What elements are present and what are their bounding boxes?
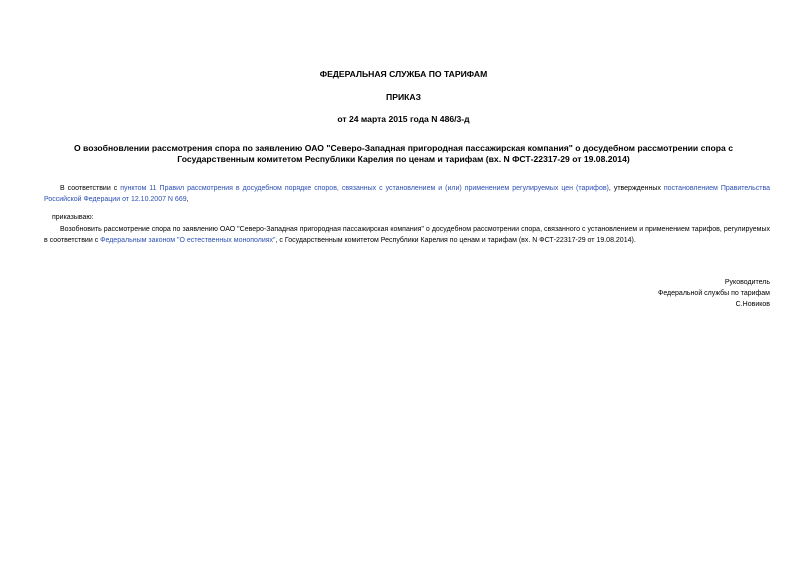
link-government-decree[interactable]: постановлением Правительства Российской Федерации от 12.10.2007 N 669 [44, 185, 771, 203]
signature-organization: Федеральной службы по тарифам [658, 290, 770, 297]
link-natural-monopolies-law[interactable]: Федеральным законом "О естественных монополиях" [100, 237, 276, 244]
document-type: ПРИКАЗ [386, 92, 421, 102]
agency-title: ФЕДЕРАЛЬНАЯ СЛУЖБА ПО ТАРИФАМ [319, 69, 488, 79]
basis-text-1: В соответствии с [60, 185, 121, 192]
signature-position: Руководитель [724, 279, 770, 286]
basis-text-2: , утвержденных [608, 185, 664, 192]
resolution-text-1: Возобновить рассмотрение спора по заявлению ОАО "Северо-Западная пригородная пассажирская компания" о досудебном рассмотрении спора, связанного с установлением и применением тарифов, регулируемых в соответствии с [44, 226, 770, 244]
document-date-number: от 24 марта 2015 года N 486/3-д [337, 114, 470, 124]
link-rules-clause-11[interactable]: пунктом 11 Правил рассмотрения в досудебном порядке споров, связанных с установлением и (или) применением регулируемых цен (тарифов) [120, 185, 609, 192]
document-subject: О возобновлении рассмотрения спора по заявлению ОАО "Северо-Западная пригородная пассажирская компания" о досудебном рассмотрении спора с Государственным комитетом Республики Карелия по ценам и тарифам (вх. N ФСТ-22317-29 от 19.08.2014) [73, 143, 734, 164]
basis-text-3: , [186, 196, 189, 203]
signature-name: С.Новиков [735, 301, 770, 308]
paragraph-resolution [44, 224, 770, 246]
paragraph-basis [44, 183, 770, 205]
paragraph-order-word: приказываю: [52, 214, 94, 221]
signature-block [658, 277, 770, 310]
resolution-text-2: , с Государственным комитетом Республики Карелия по ценам и тарифам (вх. N ФСТ-22317-29 от 19.08.2014). [275, 237, 636, 244]
